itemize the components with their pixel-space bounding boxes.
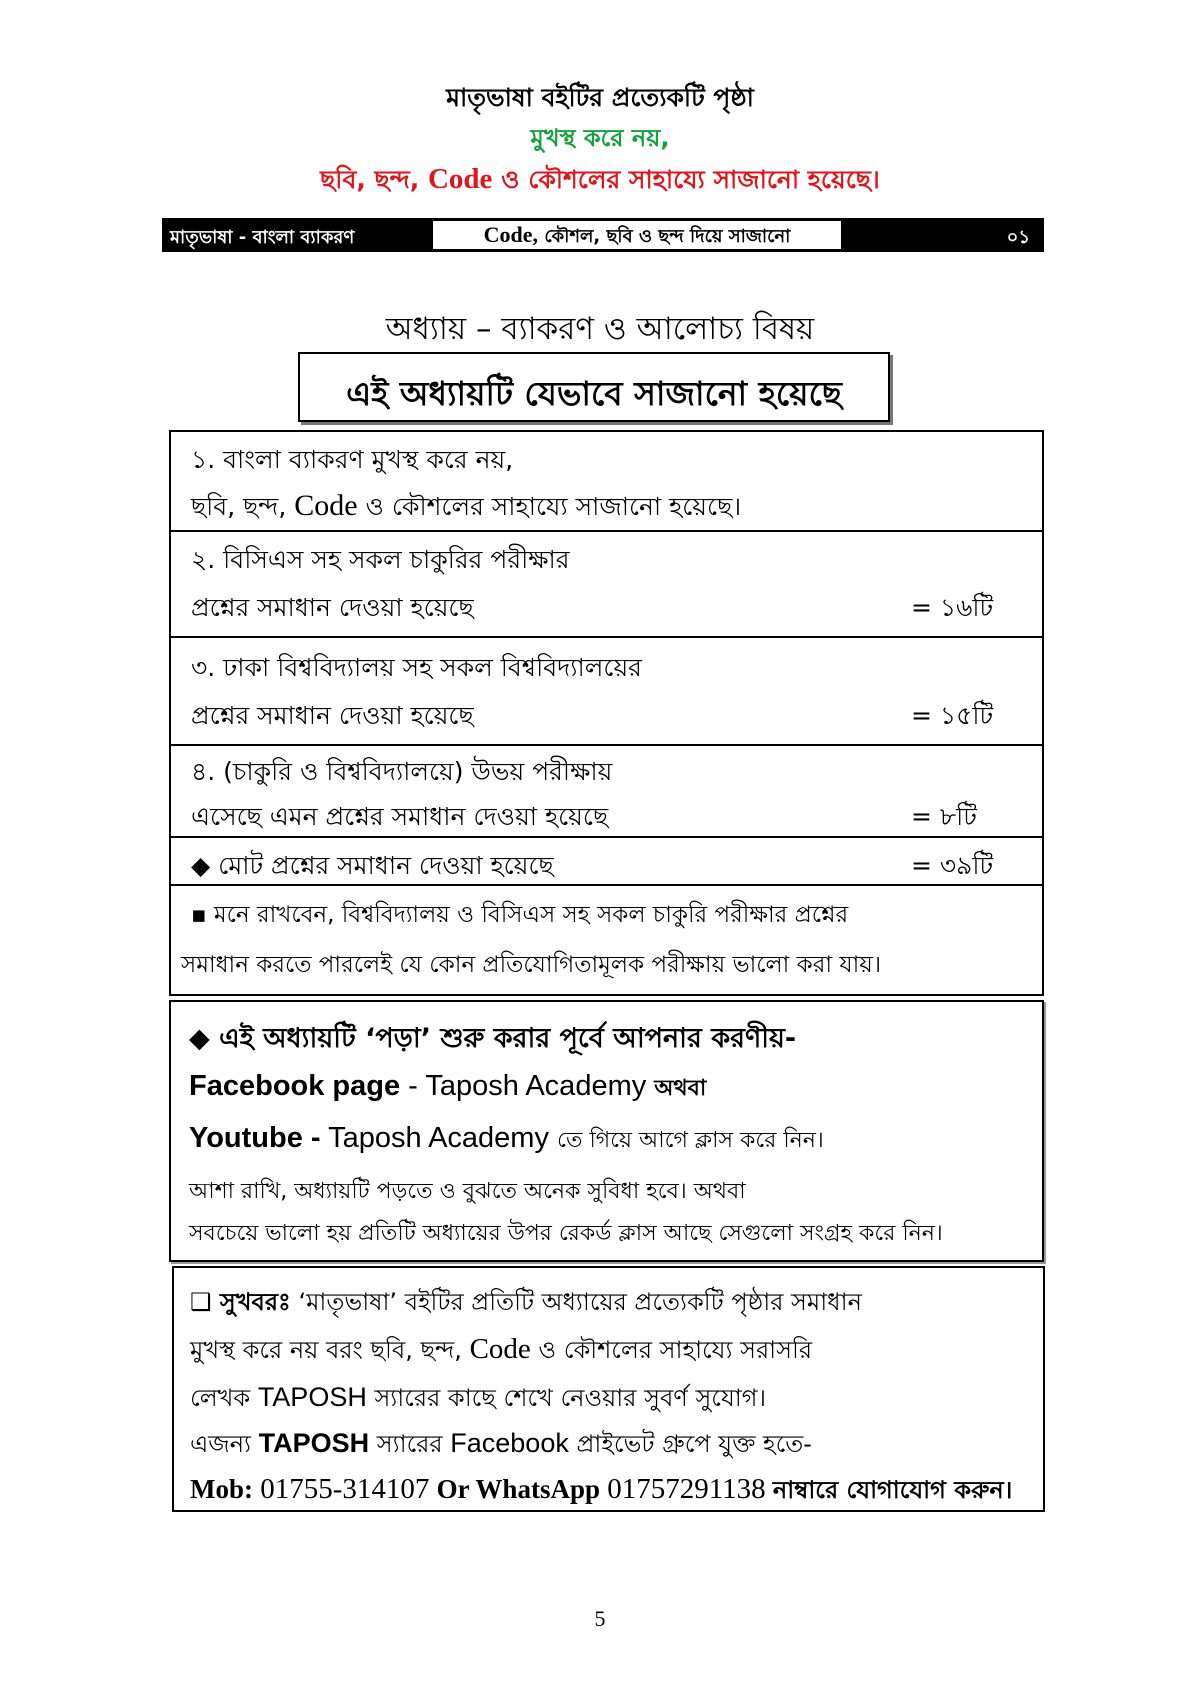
note-line2: সমাধান করতে পারলেই যে কোন প্রতিযোগিতামূলক পরীক্ষায় ভালো করা যায়। — [181, 952, 882, 978]
todo-line-4: আশা রাখি, অধ্যায়টি পড়তে ও বুঝতে অনেক সুবিধা হবে। অথবা — [189, 1179, 746, 1204]
running-header-page: ০১ — [1006, 227, 1030, 248]
row2-count: = ১৬টি — [911, 593, 994, 622]
contact-line — [190, 1472, 1012, 1512]
running-header — [162, 218, 1044, 252]
whatsapp-number: 01757291138 — [599, 1473, 773, 1505]
row5-count: = ৩৯টি — [911, 851, 994, 880]
table-row — [171, 532, 1042, 638]
line3-post: স্যারের কাছে শেখে নেওয়ার সুবর্ণ সুযোগ। — [366, 1384, 767, 1412]
whatsapp-label: Or WhatsApp — [436, 1474, 600, 1504]
header-line-2: মুখস্থ করে নয়, — [530, 124, 670, 152]
good-news-line-4 — [190, 1426, 812, 1466]
row2-line2: প্রশ্নের সমাধান দেওয়া হয়েছে — [191, 593, 474, 622]
row4-count: = ৮টি — [911, 802, 977, 831]
header-line-3-code: Code — [427, 163, 493, 195]
running-header-left: মাতৃভাষা - বাংলা ব্যাকরণ — [170, 227, 355, 248]
line4-mid: স্যারের — [369, 1430, 451, 1458]
mobile-label: Mob: — [190, 1474, 253, 1504]
section-banner-text: এই অধ্যায়টি যেভাবে সাজানো হয়েছে — [346, 374, 842, 413]
good-news-box — [172, 1266, 1045, 1512]
table-row-total — [171, 838, 1042, 886]
line4-post: প্রাইভেট গ্রুপে যুক্ত হতে- — [568, 1430, 812, 1458]
section-banner — [298, 352, 890, 422]
facebook-word: Facebook — [450, 1428, 569, 1458]
youtube-instruction: তে গিয়ে আগে ক্লাস করে নিন। — [557, 1128, 824, 1153]
running-header-code: Code, — [483, 222, 539, 247]
header-line-1: মাতৃভাষা বইটির প্রত্যেকটি পৃষ্ঠা — [446, 83, 754, 112]
summary-table — [169, 430, 1044, 996]
line3-pre: লেখক — [190, 1384, 258, 1412]
good-news-line-1 — [190, 1284, 862, 1324]
row1-pre: ছবি, ছন্দ, — [191, 492, 295, 521]
youtube-label: Youtube - — [189, 1122, 321, 1154]
note-line1: ▪ মনে রাখবেন, বিশ্ববিদ্যালয় ও বিসিএস সহ সকল চাকুরি পরীক্ষার প্রশ্নের — [191, 902, 849, 928]
running-header-mid-text: কৌশল, ছবি ও ছন্দ দিয়ে সাজানো — [538, 226, 791, 247]
good-news-line-2 — [190, 1332, 812, 1372]
table-row-note — [171, 886, 1042, 994]
or-word: অথবা — [654, 1076, 707, 1101]
author-name-bold: TAPOSH — [258, 1428, 370, 1458]
chapter-title: অধ্যায় – ব্যাকরণ ও আলোচ্য বিষয় — [385, 311, 815, 347]
line4-pre: এজন্য — [190, 1430, 259, 1458]
header-line-3-post: ও কৌশলের সাহায্যে সাজানো হয়েছে। — [492, 165, 880, 194]
author-name: TAPOSH — [257, 1382, 367, 1412]
row2-line1: ২. বিসিএস সহ সকল চাকুরির পরীক্ষার — [191, 545, 570, 574]
row3-line2: প্রশ্নের সমাধান দেওয়া হয়েছে — [191, 701, 474, 730]
page-number: 5 — [594, 1606, 606, 1631]
row1-line1: ১. বাংলা ব্যাকরণ মুখস্থ করে নয়, — [191, 445, 514, 474]
header-line-3-pre: ছবি, ছন্দ, — [320, 165, 428, 194]
youtube-line — [189, 1122, 824, 1160]
row4-line2: এসেছে এমন প্রশ্নের সমাধান দেওয়া হয়েছে — [191, 802, 609, 831]
mobile-number: 01755-314107 — [253, 1473, 437, 1505]
running-header-middle — [432, 220, 842, 250]
row4-line1: ৪. (চাকুরি ও বিশ্ববিদ্যালয়ে) উভয় পরীক্ষায় — [191, 757, 613, 786]
good-news-line-3 — [190, 1380, 766, 1420]
row1-code: Code — [294, 489, 358, 522]
good-news-text: ‘মাতৃভাষা’ বইটির প্রতিটি অধ্যায়ের প্রত্যেকটি পৃষ্ঠার সমাধান — [290, 1288, 862, 1316]
contact-instruction: নাম্বারে যোগাযোগ করুন। — [772, 1476, 1013, 1504]
todo-heading: ◆ এই অধ্যায়টি ‘পড়া’ শুরু করার পূর্বে আপনার করণীয়- — [189, 1023, 797, 1054]
facebook-label: Facebook page — [189, 1070, 401, 1102]
line2-pre: মুখস্থ করে নয় বরং ছবি, ছন্দ, — [190, 1336, 470, 1364]
table-row — [171, 432, 1042, 532]
todo-box — [169, 1000, 1044, 1262]
table-row — [171, 638, 1042, 746]
table-row — [171, 746, 1042, 838]
row1-post: ও কৌশলের সাহায্যে সাজানো হয়েছে। — [357, 492, 742, 521]
youtube-channel-name: Taposh Academy — [320, 1122, 558, 1154]
row1-line2 — [191, 487, 741, 530]
facebook-page-name: - Taposh Academy — [400, 1070, 655, 1102]
todo-line-5: সবচেয়ে ভালো হয় প্রতিটি অধ্যায়ের উপর রেকর্ড ক্লাস আছে সেগুলো সংগ্রহ করে নিন। — [189, 1221, 943, 1246]
row3-line1: ৩. ঢাকা বিশ্ববিদ্যালয় সহ সকল বিশ্ববিদ্যালয়ের — [191, 653, 642, 682]
row5-label: ◆ মোট প্রশ্নের সমাধান দেওয়া হয়েছে — [191, 851, 554, 880]
facebook-line — [189, 1070, 706, 1108]
line2-code: Code — [469, 1333, 531, 1365]
row3-count: = ১৫টি — [911, 701, 994, 730]
header-line-3 — [0, 160, 1200, 203]
good-news-label: ❑ সুখবরঃ — [190, 1288, 291, 1316]
line2-post: ও কৌশলের সাহায্যে সরাসরি — [530, 1336, 813, 1364]
